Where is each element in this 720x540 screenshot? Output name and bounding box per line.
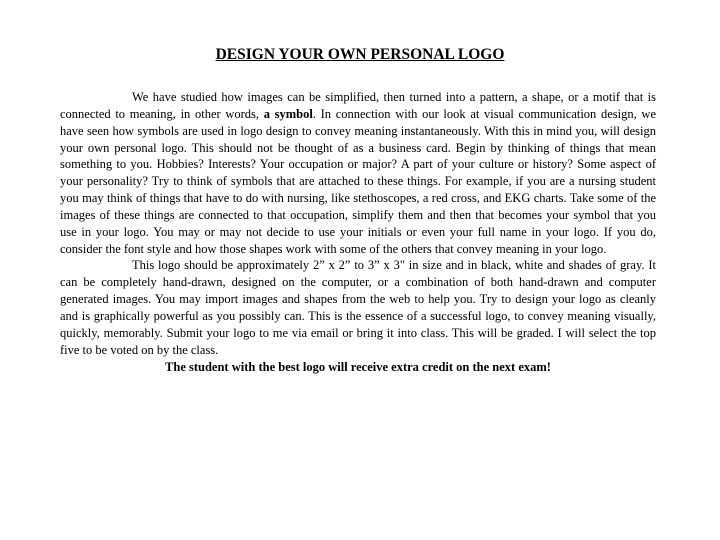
paragraph-intro [60, 89, 656, 257]
extra-credit-note: The student with the best logo will receive extra credit on the next exam! [165, 359, 551, 374]
page-title: DESIGN YOUR OWN PERSONAL LOGO [215, 46, 505, 63]
symbol-emphasis: a symbol [263, 106, 313, 121]
paragraph-intro-text-end: . In connection with our look at visual communication design, we have seen how symbols are used in logo design to convey meaning instantaneously. With this in mind you, will design your own personal logo. This should not be thought of as a business card. Begin by thinking of things that mean something to you. Hobbies? Interests? Your occupation or major? A part of your culture or history? Some aspect of your personality? Try to think of symbols that are attached to these things. For example, if you are a nursing student you may think of things that have to do with nursing, like stethoscopes, a red cross, and EKG charts. Take some of the images of these things are connected to that occupation, simplify them and then that becomes your symbol that you use in your logo. You may or may not decide to use your initials or even your full name in your logo. If you do, consider the font style and how those shapes work with some of the others that convey meaning in your logo. [60, 106, 656, 256]
document-body [60, 89, 656, 375]
paragraph-intro-text-start: We have studied how images can be simplified, then turned into a pattern, a shape, or a motif that is connected to meaning, in other words, [60, 90, 656, 121]
paragraph-requirements: This logo should be approximately 2” x 2” to 3” x 3" in size and in black, white and shades of gray. It can be completely hand-drawn, designed on the computer, or a combination of both hand-drawn and computer generated images. You may import images and shapes from the web to help you. Try to design your logo as cleanly and is graphically powerful as you possibly can. This is the essence of a successful logo, to convey meaning visually, quickly, memorably. Submit your logo to me via email or bring it into class. This will be graded. I will select the top five to be voted on by the class. [60, 258, 656, 357]
